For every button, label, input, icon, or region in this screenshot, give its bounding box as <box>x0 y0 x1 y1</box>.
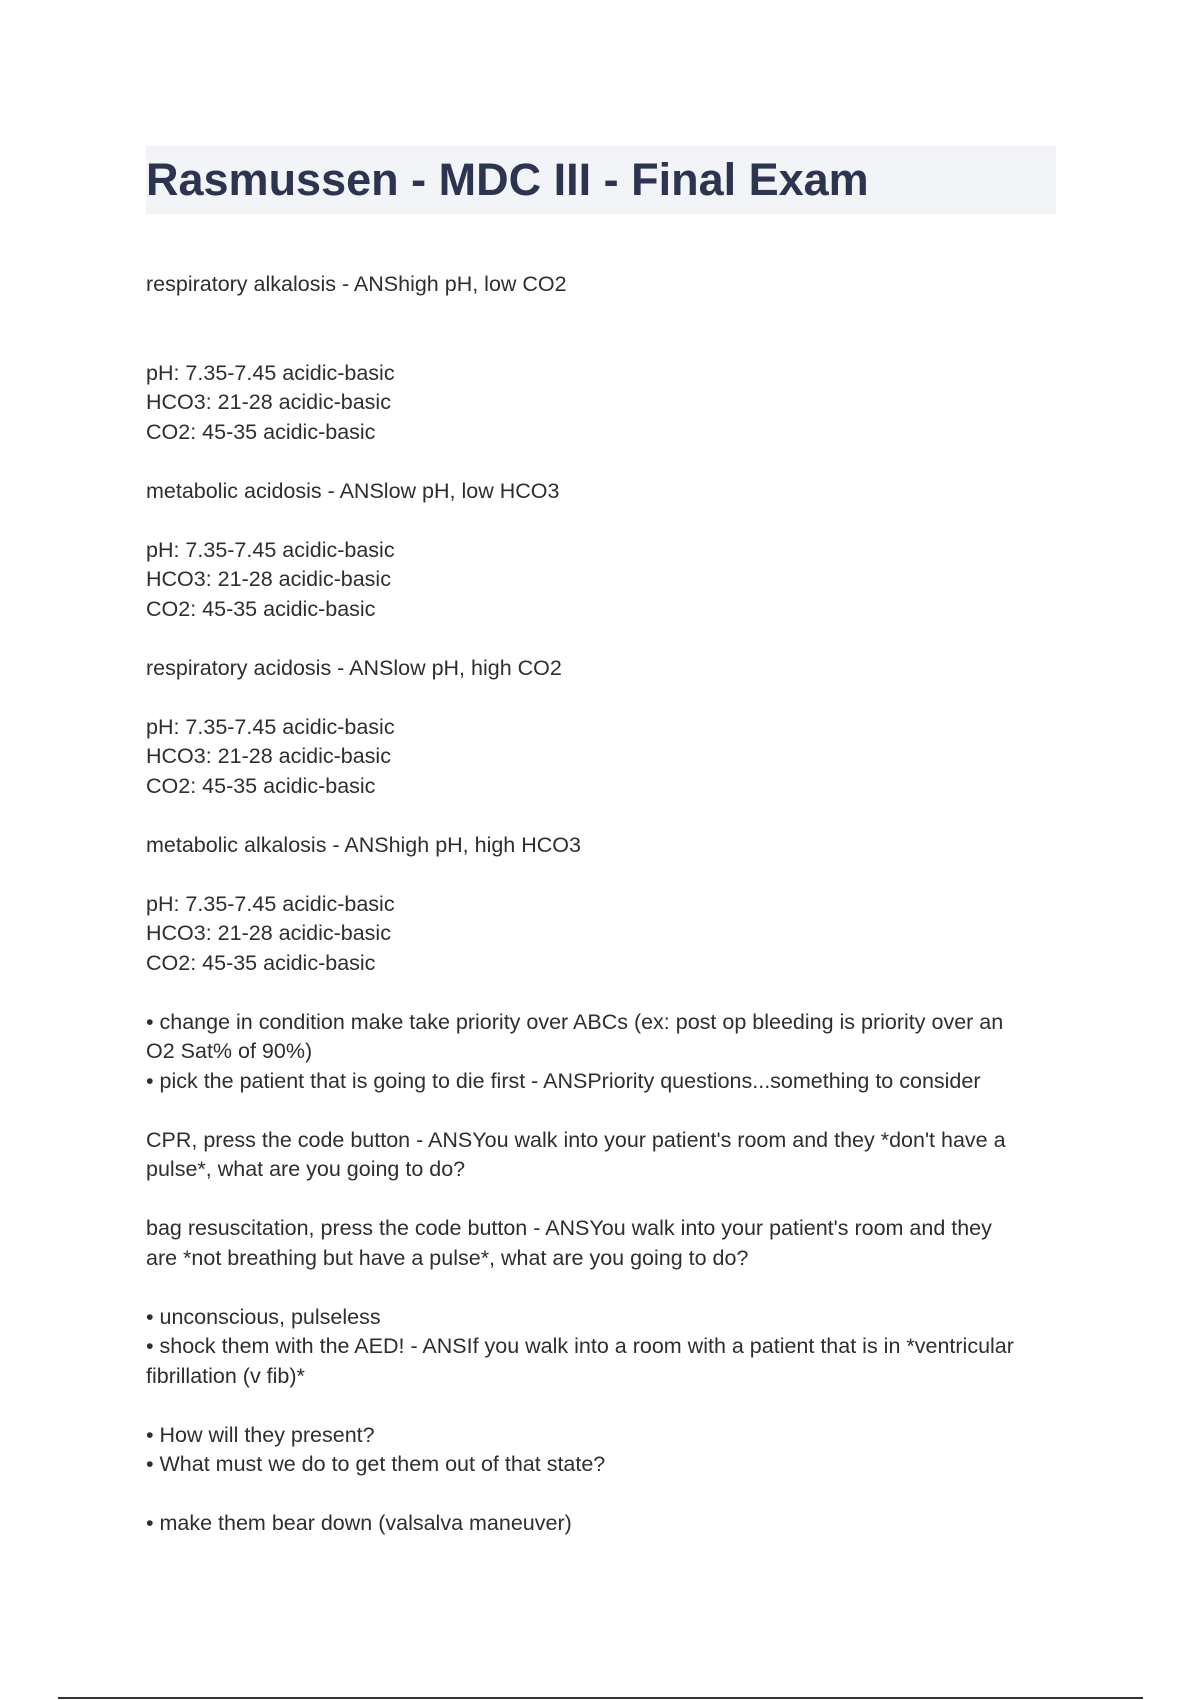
document-body <box>146 270 1056 1539</box>
bullet-line: • pick the patient that is going to die first - ANSPriority questions...something to consider <box>146 1068 981 1093</box>
spacer <box>146 300 1056 359</box>
qa-line: respiratory acidosis - ANSlow pH, high CO2 <box>146 655 562 680</box>
footer-divider <box>58 1697 1143 1699</box>
reference-line: pH: 7.35-7.45 acidic-basic <box>146 714 395 739</box>
title-banner <box>146 146 1056 214</box>
reference-line: pH: 7.35-7.45 acidic-basic <box>146 891 395 916</box>
spacer <box>146 1391 1056 1421</box>
spacer <box>146 860 1056 890</box>
bullet-line: • shock them with the AED! - ANSIf you walk into a room with a patient that is in *ventricular <box>146 1334 1014 1358</box>
bullet-line: • How will they present? <box>146 1422 375 1447</box>
spacer <box>146 506 1056 536</box>
bullet-line: • What must we do to get them out of that state? <box>146 1452 606 1476</box>
qa-line: CPR, press the code button - ANSYou walk into your patient's room and they *don't have a <box>146 1127 1006 1152</box>
qa-line: are *not breathing but have a pulse*, what are you going to do? <box>146 1245 749 1270</box>
reference-line: HCO3: 21-28 acidic-basic <box>146 567 391 591</box>
bullet-line: • make them bear down (valsalva maneuver) <box>146 1511 572 1535</box>
qa-line: metabolic acidosis - ANSlow pH, low HCO3 <box>146 478 560 503</box>
spacer <box>146 683 1056 713</box>
reference-line: pH: 7.35-7.45 acidic-basic <box>146 360 395 385</box>
bullet-line: • unconscious, pulseless <box>146 1304 381 1329</box>
reference-line: CO2: 45-35 acidic-basic <box>146 596 376 621</box>
qa-line: pulse*, what are you going to do? <box>146 1157 466 1181</box>
bullet-line: fibrillation (v fib)* <box>146 1363 305 1388</box>
qa-line: metabolic alkalosis - ANShigh pH, high HCO3 <box>146 832 581 857</box>
qa-line: respiratory alkalosis - ANShigh pH, low CO2 <box>146 272 567 296</box>
spacer <box>146 978 1056 1008</box>
reference-line: HCO3: 21-28 acidic-basic <box>146 921 391 945</box>
reference-line: CO2: 45-35 acidic-basic <box>146 419 376 444</box>
reference-line: CO2: 45-35 acidic-basic <box>146 950 376 975</box>
bullet-line: O2 Sat% of 90%) <box>146 1039 313 1063</box>
qa-line: bag resuscitation, press the code button - ANSYou walk into your patient's room and they <box>146 1216 992 1240</box>
spacer <box>146 624 1056 654</box>
spacer <box>146 1273 1056 1303</box>
bullet-line: • change in condition make take priority over ABCs (ex: post op bleeding is priority over an <box>146 1009 1004 1034</box>
spacer <box>146 1185 1056 1215</box>
spacer <box>146 447 1056 477</box>
spacer <box>146 1480 1056 1510</box>
reference-line: HCO3: 21-28 acidic-basic <box>146 744 391 768</box>
spacer <box>146 801 1056 831</box>
reference-line: pH: 7.35-7.45 acidic-basic <box>146 537 395 562</box>
reference-line: CO2: 45-35 acidic-basic <box>146 773 376 798</box>
reference-line: HCO3: 21-28 acidic-basic <box>146 390 391 414</box>
page-title: Rasmussen - MDC III - Final Exam <box>146 154 869 205</box>
spacer <box>146 1096 1056 1126</box>
